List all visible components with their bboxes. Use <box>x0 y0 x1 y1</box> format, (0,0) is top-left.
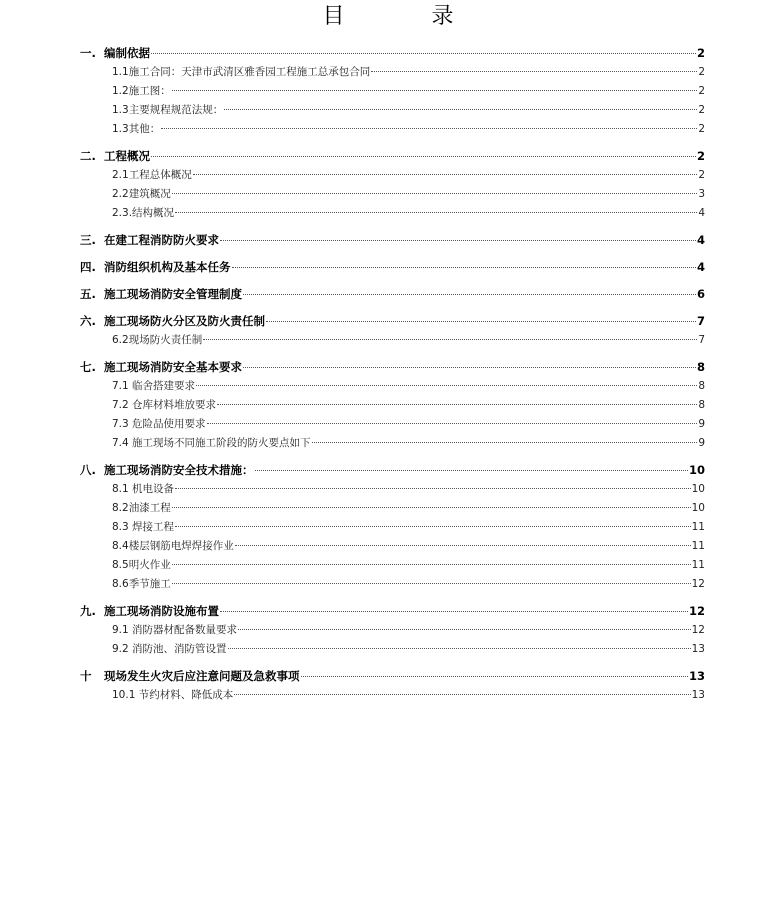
section-number: 五. <box>80 287 96 301</box>
dot-leader <box>220 611 688 612</box>
section-number: 八. <box>80 463 96 477</box>
page-number: 2 <box>698 104 705 116</box>
toc-subsection-entry[interactable] <box>80 415 705 434</box>
toc-section-entry[interactable] <box>80 44 705 63</box>
subsection-title: 8.1 机电设备 <box>112 483 175 495</box>
section-title: 编制依据 <box>104 46 150 60</box>
section-number: 七. <box>80 360 96 374</box>
toc-subsection-entry[interactable] <box>80 480 705 499</box>
dot-leader <box>238 629 691 630</box>
page-number: 13 <box>688 669 705 683</box>
page-number: 2 <box>698 123 705 135</box>
page-title: 目 录 <box>322 4 494 29</box>
dot-leader <box>151 53 696 54</box>
page-number: 4 <box>696 233 705 247</box>
dot-leader <box>220 240 696 241</box>
page-number: 8 <box>698 399 705 411</box>
toc-subsection-entry[interactable] <box>80 621 705 640</box>
toc-section-entry[interactable] <box>80 231 705 250</box>
page-number: 11 <box>691 540 705 552</box>
toc-section-entry[interactable] <box>80 312 705 331</box>
page-number: 11 <box>691 559 705 571</box>
dot-leader <box>312 442 698 443</box>
subsection-title: 8.2油漆工程 <box>112 502 171 514</box>
page-number: 4 <box>698 207 705 219</box>
subsection-title: 1.1施工合同：天津市武清区雅香园工程施工总承包合同 <box>112 66 371 78</box>
subsection-title: 2.2建筑概况 <box>112 188 171 200</box>
dot-leader <box>175 488 691 489</box>
toc-subsection-entry[interactable] <box>80 82 705 101</box>
dot-leader <box>196 385 697 386</box>
toc-subsection-entry[interactable] <box>80 537 705 556</box>
dot-leader <box>193 174 698 175</box>
dot-leader <box>175 526 691 527</box>
subsection-title: 2.1工程总体概况 <box>112 169 192 181</box>
toc-subsection-entry[interactable] <box>80 518 705 537</box>
page-number: 12 <box>691 578 705 590</box>
section-title: 施工现场消防安全基本要求 <box>104 360 242 374</box>
section-title: 在建工程消防防火要求 <box>104 233 219 247</box>
toc-section-entry[interactable] <box>80 147 705 166</box>
toc-section-entry[interactable] <box>80 461 705 480</box>
page-number: 4 <box>696 260 705 274</box>
dot-leader <box>235 545 691 546</box>
section-title: 现场发生火灾后应注意问题及急救事项 <box>104 669 300 683</box>
toc-subsection-entry[interactable] <box>80 396 705 415</box>
toc-subsection-entry[interactable] <box>80 556 705 575</box>
toc-subsection-entry[interactable] <box>80 434 705 453</box>
toc-subsection-entry[interactable] <box>80 204 705 223</box>
page-number: 2 <box>698 85 705 97</box>
section-number: 二. <box>80 149 96 163</box>
toc-subsection-entry[interactable] <box>80 499 705 518</box>
page-number: 9 <box>698 418 705 430</box>
section-number: 九. <box>80 604 96 618</box>
toc-subsection-entry[interactable] <box>80 331 705 350</box>
section-number: 十 <box>80 669 92 683</box>
dot-leader <box>228 648 691 649</box>
section-number: 三. <box>80 233 96 247</box>
page-number: 7 <box>698 334 705 346</box>
dot-leader <box>172 193 698 194</box>
subsection-title: 1.3其他： <box>112 123 161 135</box>
toc-subsection-entry[interactable] <box>80 120 705 139</box>
subsection-title: 7.1 临舍搭建要求 <box>112 380 196 392</box>
subsection-title: 2.3.结构概况 <box>112 207 175 219</box>
page-number: 13 <box>691 643 705 655</box>
subsection-title: 1.3主要规程规范法规： <box>112 104 224 116</box>
page-number: 12 <box>691 624 705 636</box>
section-title: 施工现场消防设施布置 <box>104 604 219 618</box>
subsection-title: 7.3 危险品使用要求 <box>112 418 206 430</box>
dot-leader <box>234 694 690 695</box>
toc-section-entry[interactable] <box>80 667 705 686</box>
page-number: 12 <box>688 604 705 618</box>
page-number: 3 <box>698 188 705 200</box>
dot-leader <box>203 339 697 340</box>
page-number: 2 <box>696 149 705 163</box>
subsection-title: 8.4楼层钢筋电焊焊接作业 <box>112 540 234 552</box>
subsection-title: 7.2 仓库材料堆放要求 <box>112 399 217 411</box>
section-title: 施工现场消防安全管理制度 <box>104 287 242 301</box>
subsection-title: 8.3 焊接工程 <box>112 521 175 533</box>
subsection-title: 7.4 施工现场不同施工阶段的防火要点如下 <box>112 437 311 449</box>
dot-leader <box>172 564 691 565</box>
dot-leader <box>217 404 697 405</box>
toc-subsection-entry[interactable] <box>80 63 705 82</box>
subsection-title: 9.2 消防池、消防管设置 <box>112 643 227 655</box>
page-number: 7 <box>696 314 705 328</box>
table-of-contents <box>80 44 705 705</box>
subsection-title: 9.1 消防器材配备数量要求 <box>112 624 238 636</box>
section-title: 施工现场防火分区及防火责任制 <box>104 314 265 328</box>
section-number: 四. <box>80 260 96 274</box>
page-number: 8 <box>696 360 705 374</box>
dot-leader <box>172 90 698 91</box>
toc-section-entry[interactable] <box>80 258 705 277</box>
section-title: 施工现场消防安全技术措施： <box>104 463 254 477</box>
page-number: 10 <box>691 483 705 495</box>
toc-subsection-entry[interactable] <box>80 185 705 204</box>
page-number: 13 <box>691 689 705 701</box>
page-number: 9 <box>698 437 705 449</box>
subsection-title: 6.2现场防火责任制 <box>112 334 203 346</box>
dot-leader <box>255 470 688 471</box>
page-number: 11 <box>691 521 705 533</box>
toc-section-entry[interactable] <box>80 358 705 377</box>
toc-subsection-entry[interactable] <box>80 575 705 594</box>
page-number: 10 <box>691 502 705 514</box>
dot-leader <box>161 128 697 129</box>
toc-section-entry[interactable] <box>80 602 705 621</box>
toc-section-entry[interactable] <box>80 285 705 304</box>
toc-subsection-entry[interactable] <box>80 377 705 396</box>
subsection-title: 8.6季节施工 <box>112 578 171 590</box>
section-title: 工程概况 <box>104 149 150 163</box>
dot-leader <box>151 156 696 157</box>
page-number: 2 <box>698 66 705 78</box>
dot-leader <box>243 367 696 368</box>
dot-leader <box>371 71 697 72</box>
toc-subsection-entry[interactable] <box>80 166 705 185</box>
dot-leader <box>207 423 698 424</box>
toc-subsection-entry[interactable] <box>80 686 705 705</box>
dot-leader <box>266 321 696 322</box>
dot-leader <box>172 583 691 584</box>
toc-subsection-entry[interactable] <box>80 640 705 659</box>
toc-subsection-entry[interactable] <box>80 101 705 120</box>
dot-leader <box>232 267 696 268</box>
subsection-title: 8.5明火作业 <box>112 559 171 571</box>
section-number: 六. <box>80 314 96 328</box>
dot-leader <box>172 507 691 508</box>
subsection-title: 1.2施工图： <box>112 85 171 97</box>
section-title: 消防组织机构及基本任务 <box>104 260 231 274</box>
section-number: 一. <box>80 46 96 60</box>
page-number: 10 <box>688 463 705 477</box>
page-number: 6 <box>696 287 705 301</box>
dot-leader <box>243 294 696 295</box>
page-number: 8 <box>698 380 705 392</box>
page-number: 2 <box>698 169 705 181</box>
dot-leader <box>301 676 688 677</box>
dot-leader <box>175 212 697 213</box>
subsection-title: 10.1 节约材料、降低成本 <box>112 689 234 701</box>
dot-leader <box>224 109 697 110</box>
page-number: 2 <box>696 46 705 60</box>
